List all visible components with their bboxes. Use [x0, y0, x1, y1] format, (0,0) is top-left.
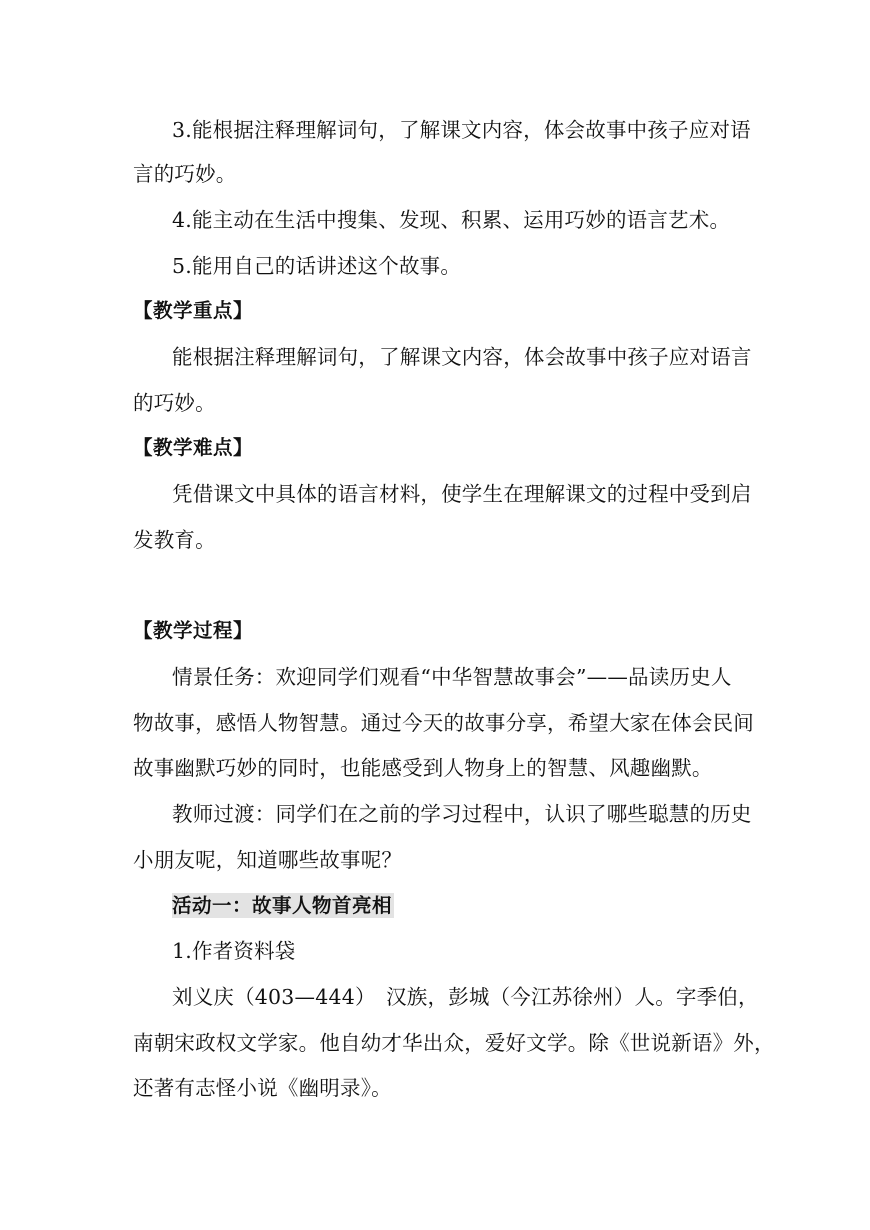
scenario-line-2: 物故事，感悟人物智慧。通过今天的故事分享，希望大家在体会民间	[133, 711, 754, 735]
objective-5: 5.能用自己的话讲述这个故事。	[172, 254, 462, 278]
difficulties-heading: 【教学难点】	[133, 436, 254, 459]
activity-1-title: 活动一：故事人物首亮相	[172, 894, 393, 917]
activity-1-title-row	[172, 891, 394, 920]
key-points-heading: 【教学重点】	[133, 299, 254, 322]
author-section-title: 1.作者资料袋	[172, 939, 296, 963]
transition-line-1: 教师过渡：同学们在之前的学习过程中，认识了哪些聪慧的历史	[172, 802, 752, 826]
transition-line-2: 小朋友呢，知道哪些故事呢？	[133, 848, 403, 872]
key-points-line-2: 的巧妙。	[133, 391, 216, 415]
process-heading: 【教学过程】	[133, 619, 254, 642]
author-info-line-3: 还著有志怪小说《幽明录》。	[133, 1076, 392, 1100]
objective-4: 4.能主动在生活中搜集、发现、积累、运用巧妙的语言艺术。	[172, 208, 731, 232]
scenario-line-1: 情景任务：欢迎同学们观看“中华智慧故事会”——品读历史人	[172, 665, 732, 689]
difficulties-line-2: 发教育。	[133, 528, 216, 552]
author-info-line-1: 刘义庆（403—444） 汉族，彭城（今江苏徐州）人。字季伯，	[172, 985, 759, 1009]
objective-3-line-2: 言的巧妙。	[133, 162, 237, 186]
scenario-line-3: 故事幽默巧妙的同时，也能感受到人物身上的智慧、风趣幽默。	[133, 756, 713, 780]
difficulties-line-1: 凭借课文中具体的语言材料，使学生在理解课文的过程中受到启	[172, 482, 752, 506]
objective-3-line-1: 3.能根据注释理解词句，了解课文内容，体会故事中孩子应对语	[172, 118, 751, 142]
key-points-line-1: 能根据注释理解词句，了解课文内容，体会故事中孩子应对语言	[172, 345, 752, 369]
author-info-line-2: 南朝宋政权文学家。他自幼才华出众，爱好文学。除《世说新语》外，	[133, 1031, 775, 1055]
